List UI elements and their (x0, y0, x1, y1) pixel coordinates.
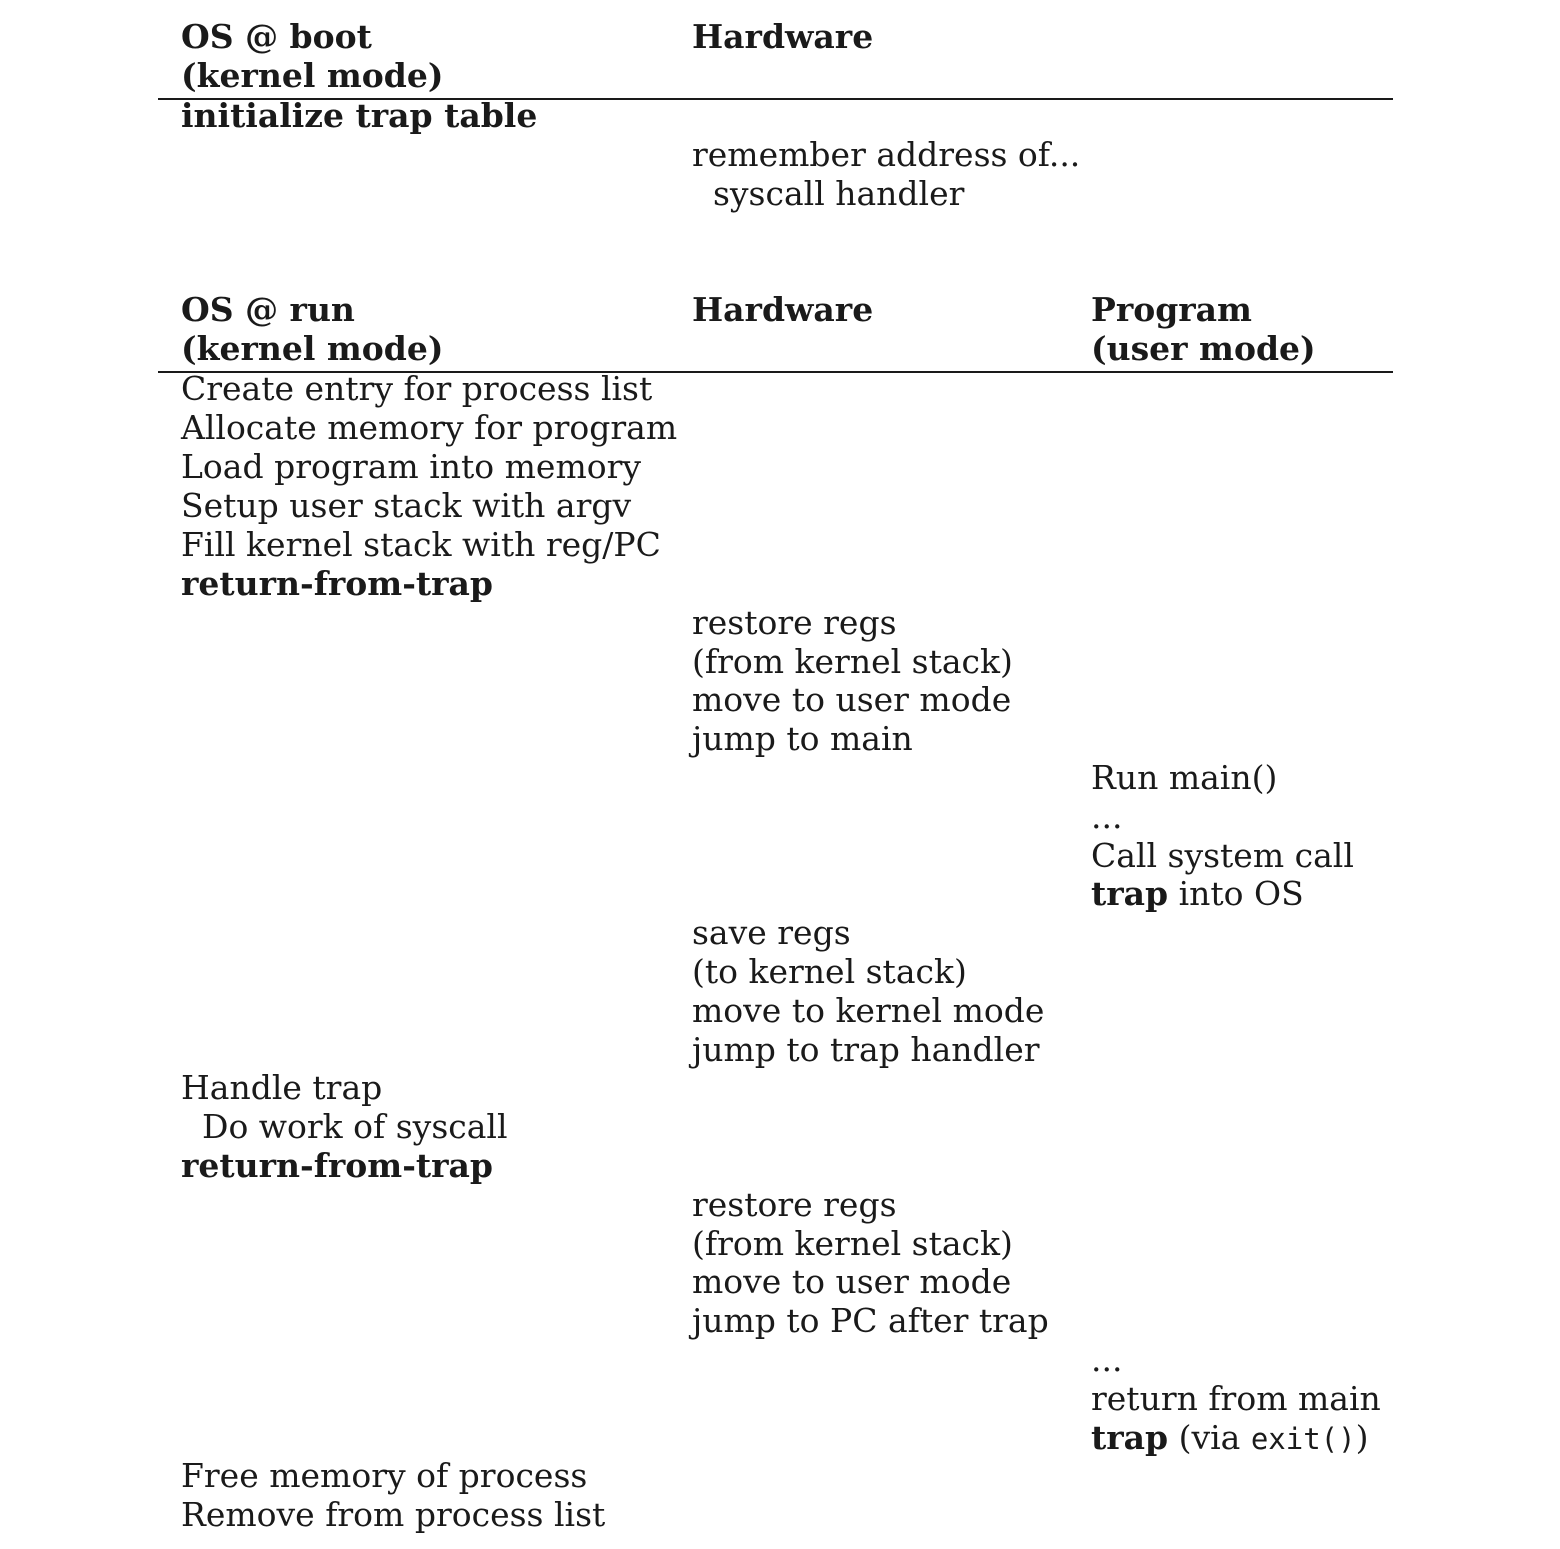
os-step-return-from-trap-2: return-from-trap (181, 1146, 493, 1185)
prog-trap-rest-1: into OS (1168, 874, 1304, 913)
os-free-memory: Free memory of process (181, 1456, 588, 1495)
run-os-header-line1: OS @ run (181, 290, 355, 329)
prog-run-main: Run main() (1091, 758, 1278, 797)
os-step-create-entry: Create entry for process list (181, 369, 653, 408)
hw-move-user-mode-2: move to user mode (692, 1262, 1012, 1301)
boot-hw-row-1: remember address of... (692, 135, 1081, 174)
prog-trap-keyword-2: trap (1091, 1418, 1169, 1457)
run-hardware-header: Hardware (692, 290, 874, 329)
boot-os-header-line2: (kernel mode) (181, 56, 444, 95)
boot-hw-row-2: syscall handler (692, 174, 965, 213)
hw-jump-trap-handler: jump to trap handler (692, 1030, 1040, 1069)
os-step-allocate-memory: Allocate memory for program (181, 408, 678, 447)
prog-call-system-call: Call system call (1091, 836, 1354, 875)
boot-os-row-1: initialize trap table (181, 96, 538, 135)
hw-move-kernel-mode: move to kernel mode (692, 991, 1045, 1030)
run-program-header-line1: Program (1091, 290, 1252, 329)
prog-trap-via-text: (via (1168, 1418, 1251, 1457)
prog-ellipsis-2: ... (1091, 1340, 1123, 1379)
hw-to-kernel-stack: (to kernel stack) (692, 952, 967, 991)
hw-move-user-mode-1: move to user mode (692, 680, 1012, 719)
os-step-fill-kernel-stack: Fill kernel stack with reg/PC (181, 525, 661, 564)
os-step-return-from-trap-1: return-from-trap (181, 564, 493, 603)
os-remove-from-list: Remove from process list (181, 1495, 606, 1534)
prog-ellipsis-1: ... (1091, 797, 1123, 836)
os-do-work-of-syscall: Do work of syscall (181, 1107, 508, 1146)
boot-hardware-header: Hardware (692, 17, 874, 56)
run-program-header-line2: (user mode) (1091, 329, 1316, 368)
os-step-load-program: Load program into memory (181, 447, 642, 486)
boot-os-header-line1: OS @ boot (181, 17, 372, 56)
hw-from-kernel-stack-2: (from kernel stack) (692, 1224, 1013, 1263)
os-handle-trap: Handle trap (181, 1068, 383, 1107)
hw-from-kernel-stack-1: (from kernel stack) (692, 642, 1013, 681)
os-step-setup-stack: Setup user stack with argv (181, 486, 632, 525)
hw-jump-to-main: jump to main (692, 719, 913, 758)
run-os-header-line2: (kernel mode) (181, 329, 444, 368)
prog-return-from-main: return from main (1091, 1379, 1381, 1418)
prog-trap-keyword-1: trap (1091, 874, 1169, 913)
hw-jump-pc-after-trap: jump to PC after trap (692, 1301, 1049, 1340)
hw-restore-regs-2: restore regs (692, 1185, 897, 1224)
prog-exit-code: exit() (1250, 1422, 1356, 1456)
hw-restore-regs-1: restore regs (692, 603, 897, 642)
prog-trap-into-os (1091, 874, 1304, 913)
hw-save-regs: save regs (692, 913, 851, 952)
prog-trap-close-paren: ) (1355, 1418, 1369, 1457)
prog-trap-via-exit (1091, 1418, 1368, 1459)
